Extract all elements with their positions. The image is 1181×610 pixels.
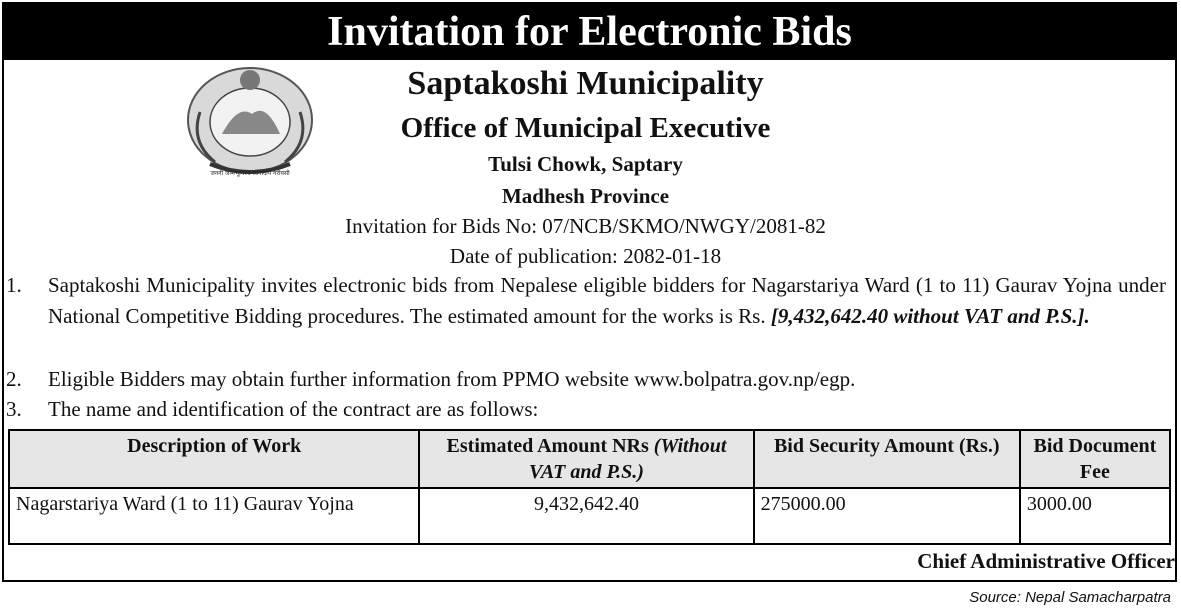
cell-description: Nagarstariya Ward (1 to 11) Gaurav Yojna [9,488,419,544]
col-description-header: Description of Work [9,430,419,488]
estimated-header-note: (Without VAT and P.S.) [529,435,727,483]
cell-fee: 3000.00 [1020,488,1170,544]
item-number: 1. [6,273,22,297]
item-text: Eligible Bidders may obtain further information from PPMO website www.bolpatra.gov.np/egp. [48,367,856,391]
source-credit: Source: Nepal Samacharpatra [969,589,1171,606]
publication-date: Date of publication: 2082-01-18 [449,244,722,268]
contract-table [8,429,1171,545]
table-row [9,488,1170,544]
col-estimated-header [419,430,753,488]
organization-name: Saptakoshi Municipality [407,65,764,102]
estimated-amount-emphasis: [9,432,642.40 without VAT and P.S.]. [770,304,1090,328]
item-text: The name and identification of the contract are as follows: [48,397,539,421]
list-item [6,270,1166,332]
list-item [6,394,1166,425]
item-number: 3. [6,397,22,421]
signatory: Chief Administrative Officer [917,549,1175,573]
ifb-number: Invitation for Bids No: 07/NCB/SKMO/NWGY/2081-82 [345,214,826,238]
estimated-header-label: Estimated Amount NRs [446,435,654,457]
banner-title: Invitation for Electronic Bids [4,4,1175,60]
item-text: Saptakoshi Municipality invites electronic bids from Nepalese eligible bidders for Nagarstariya Ward (1 to 11) Gaurav Yojna under National Competitive Bidding procedures. The estimated amount for the works is Rs. [48,273,1166,328]
col-security-header: Bid Security Amount (Rs.) [754,430,1020,488]
emblem-caption: जननी जन्मभूमिश्च स्वर्गादपि गरीयसी [210,170,290,177]
list-item [6,364,1166,395]
item-number: 2. [6,367,22,391]
office-name: Office of Municipal Executive [400,112,771,144]
cell-security: 275000.00 [754,488,1020,544]
province-name: Madhesh Province [501,184,670,208]
cell-estimated: 9,432,642.40 [419,488,753,544]
table-header-row [9,430,1170,488]
office-address: Tulsi Chowk, Saptary [488,152,683,176]
col-fee-header: Bid Document Fee [1020,430,1170,488]
